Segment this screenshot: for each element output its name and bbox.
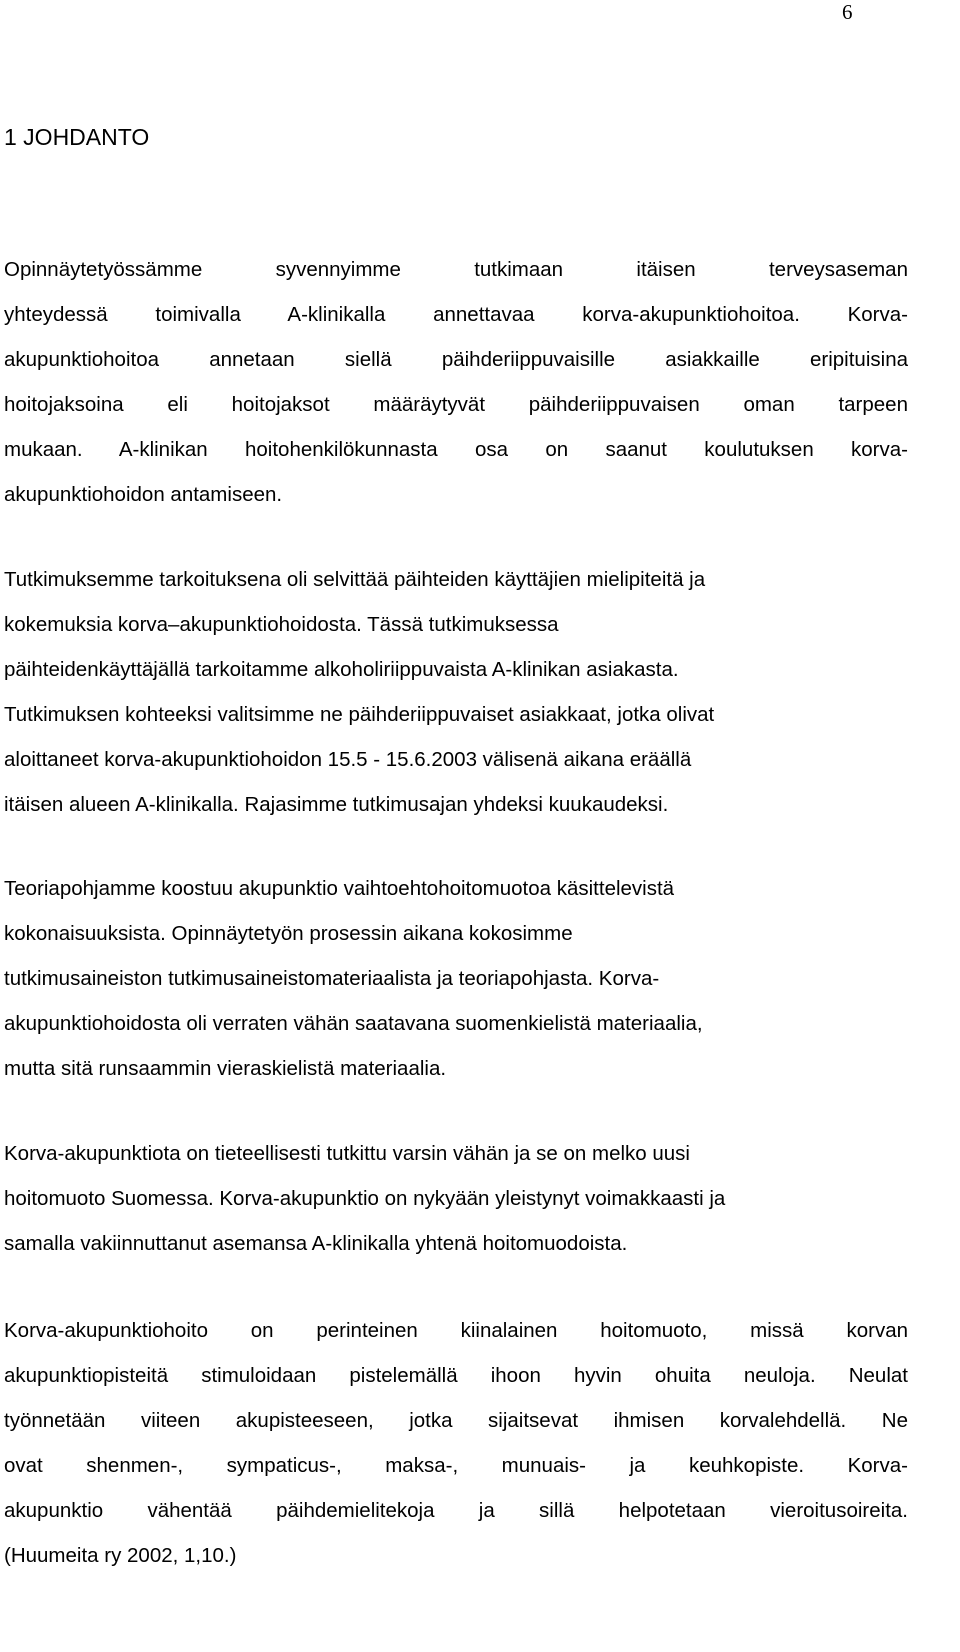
text-line: Teoriapohjamme koostuu akupunktio vaihtoehtohoitomuotoa käsittelevistä [4,877,675,900]
text-line: akupunktiopisteitä stimuloidaan pistelemällä ihoon hyvin ohuita neuloja. Neulat [4,1364,908,1387]
paragraph-1 [4,247,908,517]
text-line: Opinnäytetyössämme syvennyimme tutkimaan itäisen terveysaseman [4,258,908,281]
text-line: tutkimusaineiston tutkimusaineistomateriaalista ja teoriapohjasta. Korva- [4,967,660,990]
text-line: Tutkimuksemme tarkoituksena oli selvittää päihteiden käyttäjien mielipiteitä ja [4,568,706,591]
text-line: Tutkimuksen kohteeksi valitsimme ne päihderiippuvaiset asiakkaat, jotka olivat [4,703,715,726]
text-line: yhteydessä toimivalla A-klinikalla annettavaa korva-akupunktiohoitoa. Korva- [4,303,908,326]
paragraph-5 [4,1308,908,1578]
text-line: hoitomuoto Suomessa. Korva-akupunktio on nykyään yleistynyt voimakkaasti ja [4,1187,726,1210]
text-line: mukaan. A-klinikan hoitohenkilökunnasta osa on saanut koulutuksen korva- [4,438,908,461]
text-line: akupunktiohoidosta oli verraten vähän saatavana suomenkielistä materiaalia, [4,1012,703,1035]
text-line: ovat shenmen-, sympaticus-, maksa-, munuais- ja keuhkopiste. Korva- [4,1454,908,1477]
text-line: kokemuksia korva–akupunktiohoidosta. Tässä tutkimuksessa [4,613,559,636]
text-line: aloittaneet korva-akupunktiohoidon 15.5 - 15.6.2003 välisenä aikana eräällä [4,748,692,771]
text-line: työnnetään viiteen akupisteeseen, jotka sijaitsevat ihmisen korvalehdellä. Ne [4,1409,908,1432]
text-line: samalla vakiinnuttanut asemansa A-klinikalla yhtenä hoitomuodoista. [4,1232,628,1255]
text-line: itäisen alueen A-klinikalla. Rajasimme tutkimusajan yhdeksi kuukaudeksi. [4,793,669,816]
text-line: Korva-akupunktiohoito on perinteinen kiinalainen hoitomuoto, missä korvan [4,1319,908,1342]
text-line: kokonaisuuksista. Opinnäytetyön prosessin aikana kokosimme [4,922,573,945]
text-line: mutta sitä runsaammin vieraskielistä materiaalia. [4,1057,447,1080]
paragraph-3 [4,866,908,1091]
text-line: akupunktiohoidon antamiseen. [4,483,283,506]
text-line: päihteidenkäyttäjällä tarkoitamme alkoholiriippuvaista A-klinikan asiakasta. [4,658,679,681]
text-line: hoitojaksoina eli hoitojaksot määräytyvät päihderiippuvaisen oman tarpeen [4,393,908,416]
text-line: (Huumeita ry 2002, 1,10.) [4,1544,237,1567]
text-line: Korva-akupunktiota on tieteellisesti tutkittu varsin vähän ja se on melko uusi [4,1142,690,1165]
text-line: akupunktiohoitoa annetaan siellä päihderiippuvaisille asiakkaille eripituisina [4,348,908,371]
page-number: 6 [842,0,853,24]
paragraph-2 [4,557,908,827]
paragraph-4 [4,1131,908,1266]
text-line: akupunktio vähentää päihdemielitekoja ja sillä helpotetaan vieroitusoireita. [4,1499,908,1522]
chapter-heading: 1 JOHDANTO [4,124,150,150]
